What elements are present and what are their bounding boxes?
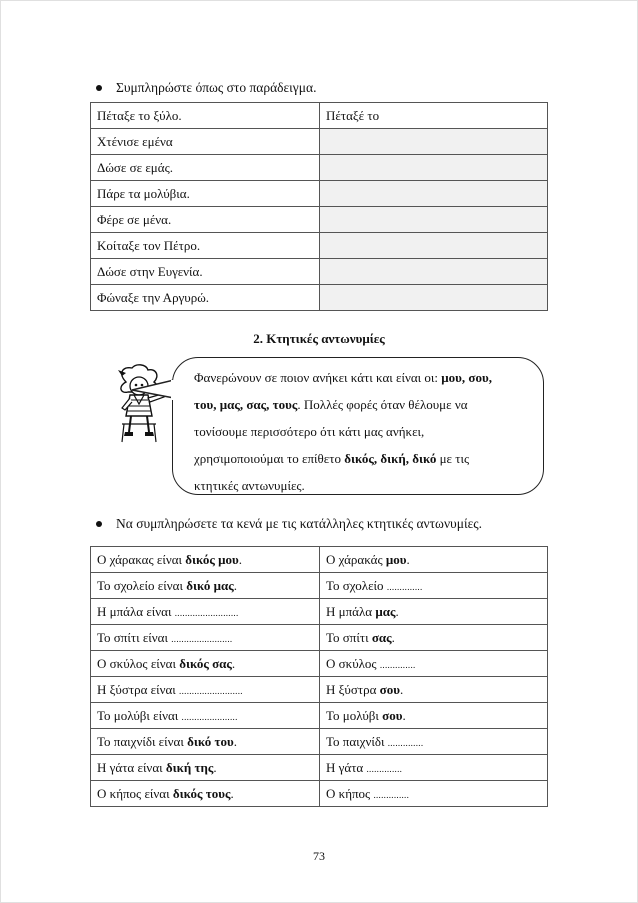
table-row [91,207,548,233]
cell-text: Ο χάρακάς [326,551,386,567]
girl-cartoon-icon [116,364,178,444]
cell-text: . [395,603,399,619]
cell-text: Ο κήπος [326,785,374,801]
cell-text: . [406,551,410,567]
answer-cell[interactable] [320,285,548,311]
cell-text: Η μπάλα [326,603,376,619]
table-cell [320,599,548,625]
table-cell: Φέρε σε μένα. [91,207,320,233]
speech-bubble-tail-mask [171,380,177,400]
table-cell [320,625,548,651]
cell-text: Η ξύστρα είναι [97,681,180,697]
cell-text: Η μπάλα είναι [97,603,175,619]
table-cell [320,703,548,729]
table-cell: Κοίταξε τον Πέτρο. [91,233,320,259]
cell-text: Η γάτα [326,759,367,775]
cell-text: Η γάτα είναι [97,759,166,775]
cell-text: . [391,629,395,645]
cell-text: Το μολύβι [326,707,383,723]
table-cell [91,651,320,677]
table-row [91,755,548,781]
cell-text: Ο χάρακας είναι [97,551,186,567]
table-row [91,729,548,755]
cell-text: Το σχολείο [326,577,387,593]
table-cell: Πέταξέ το [320,103,548,129]
blank-dots[interactable]: .............. [387,737,424,748]
cell-bold: δικό του [187,733,234,749]
cell-bold: δικό μας [186,577,234,593]
exercise1-instruction-text: Συμπληρώστε όπως στο παράδειγμα. [116,80,317,95]
speech-bold-part: μου, σου, [441,370,492,385]
blank-dots[interactable]: ...................... [181,711,238,722]
speech-bold-part: του, μας, σας, τους [194,397,298,412]
exercise1-instruction [96,80,316,96]
cell-bold: σας [371,629,392,645]
cell-text: Το σπίτι είναι [97,629,172,645]
speech-line [194,391,538,418]
table-cell[interactable] [320,651,548,677]
blank-dots[interactable]: ........................ [171,633,233,644]
cell-bold: μου [385,551,407,567]
speech-line [194,472,538,499]
table-cell [91,573,320,599]
speech-text-part: με τις [436,451,470,466]
answer-cell[interactable] [320,181,548,207]
speech-line [194,364,538,391]
cell-text: . [402,707,406,723]
speech-text-part: . Πολλές φορές όταν θέλουμε να [297,397,468,412]
cell-bold: δικός μου [185,551,239,567]
table-cell[interactable] [320,781,548,807]
cell-text: . [230,785,234,801]
speech-text-part: κτητικές αντωνυμίες. [194,478,305,493]
section-title: 2. Κτητικές αντωνυμίες [253,331,385,346]
table-row [91,259,548,285]
exercise2-instruction-text: Να συμπληρώσετε τα κενά με τις κατάλληλες κτητικές αντωνυμίες. [116,516,482,531]
blank-dots[interactable]: .............. [379,659,416,670]
table-row [91,599,548,625]
table-cell: Πέταξε το ξύλο. [91,103,320,129]
cell-text: . [233,733,237,749]
cell-text: Η ξύστρα [326,681,380,697]
table-row [91,703,548,729]
cell-text: . [233,577,237,593]
cell-text: . [231,655,236,671]
page-number: 73 [313,849,325,863]
table-cell: Πάρε τα μολύβια. [91,181,320,207]
table-row [91,573,548,599]
table-row [91,103,548,129]
answer-cell[interactable] [320,259,548,285]
table-row [91,155,548,181]
table-row [91,781,548,807]
exercise2-table [90,546,548,807]
cell-text: . [238,551,243,567]
table-row [91,651,548,677]
cell-text: Το σπίτι [326,629,372,645]
speech-text [194,364,538,499]
speech-text-part: χρησιμοποιούμαι το επίθετο [194,451,345,466]
answer-cell[interactable] [320,155,548,181]
cell-bold: σου [379,681,400,697]
table-cell[interactable] [320,755,548,781]
exercise2-instruction [96,516,482,532]
cell-text: Το μολύβι είναι [97,707,182,723]
speech-bubble-tail [130,378,176,402]
cell-bold: δικός σας [179,655,232,671]
speech-line [194,418,538,445]
table-row [91,625,548,651]
answer-cell[interactable] [320,207,548,233]
table-cell[interactable] [91,677,320,703]
table-row [91,677,548,703]
table-cell[interactable] [91,703,320,729]
table-cell[interactable] [320,729,548,755]
speech-bold-part: δικός, δική, δικό [344,451,437,466]
exercise1-table [90,102,548,311]
cell-bold: σου [382,707,403,723]
speech-text-part: τονίσουμε περισσότερο ότι κάτι μας ανήκει, [194,424,425,439]
table-cell: Δώσε σε εμάς. [91,155,320,181]
table-cell [320,547,548,573]
blank-dots[interactable]: .............. [373,789,410,800]
cell-text: . [213,759,217,775]
table-cell [91,547,320,573]
table-cell [91,729,320,755]
answer-cell[interactable] [320,233,548,259]
blank-dots[interactable]: ......................... [179,685,243,696]
cell-text: Το παιχνίδι είναι [97,733,188,749]
speech-line [194,445,538,472]
table-cell[interactable] [91,625,320,651]
table-cell [91,781,320,807]
cell-text: Το παιχνίδι [326,733,388,749]
table-row [91,181,548,207]
cell-text: Ο σκύλος είναι [97,655,180,671]
cell-bold: δικός τους [172,785,231,801]
table-cell: Χτένισε εμένα [91,129,320,155]
table-cell[interactable] [320,573,548,599]
blank-dots[interactable]: ......................... [174,607,239,618]
cell-text: Ο σκύλος [326,655,380,671]
cell-text: Ο κήπος είναι [97,785,173,801]
blank-dots[interactable]: .............. [366,763,403,774]
table-row [91,285,548,311]
blank-dots[interactable]: .............. [386,581,423,592]
bullet-icon [96,521,102,527]
cell-text: . [399,681,404,697]
table-cell [320,677,548,703]
speech-text-part: Φανερώνουν σε ποιον ανήκει κάτι και είναι οι: [194,370,442,385]
bullet-icon [96,85,102,91]
answer-cell[interactable] [320,129,548,155]
table-row [91,129,548,155]
table-row [91,547,548,573]
cell-bold: δική της [165,759,214,775]
cell-text: Το σχολείο είναι [97,577,187,593]
table-cell: Φώναξε την Αργυρώ. [91,285,320,311]
cell-bold: μας [375,603,396,619]
table-row [91,233,548,259]
table-cell: Δώσε στην Ευγενία. [91,259,320,285]
table-cell[interactable] [91,599,320,625]
table-cell [91,755,320,781]
